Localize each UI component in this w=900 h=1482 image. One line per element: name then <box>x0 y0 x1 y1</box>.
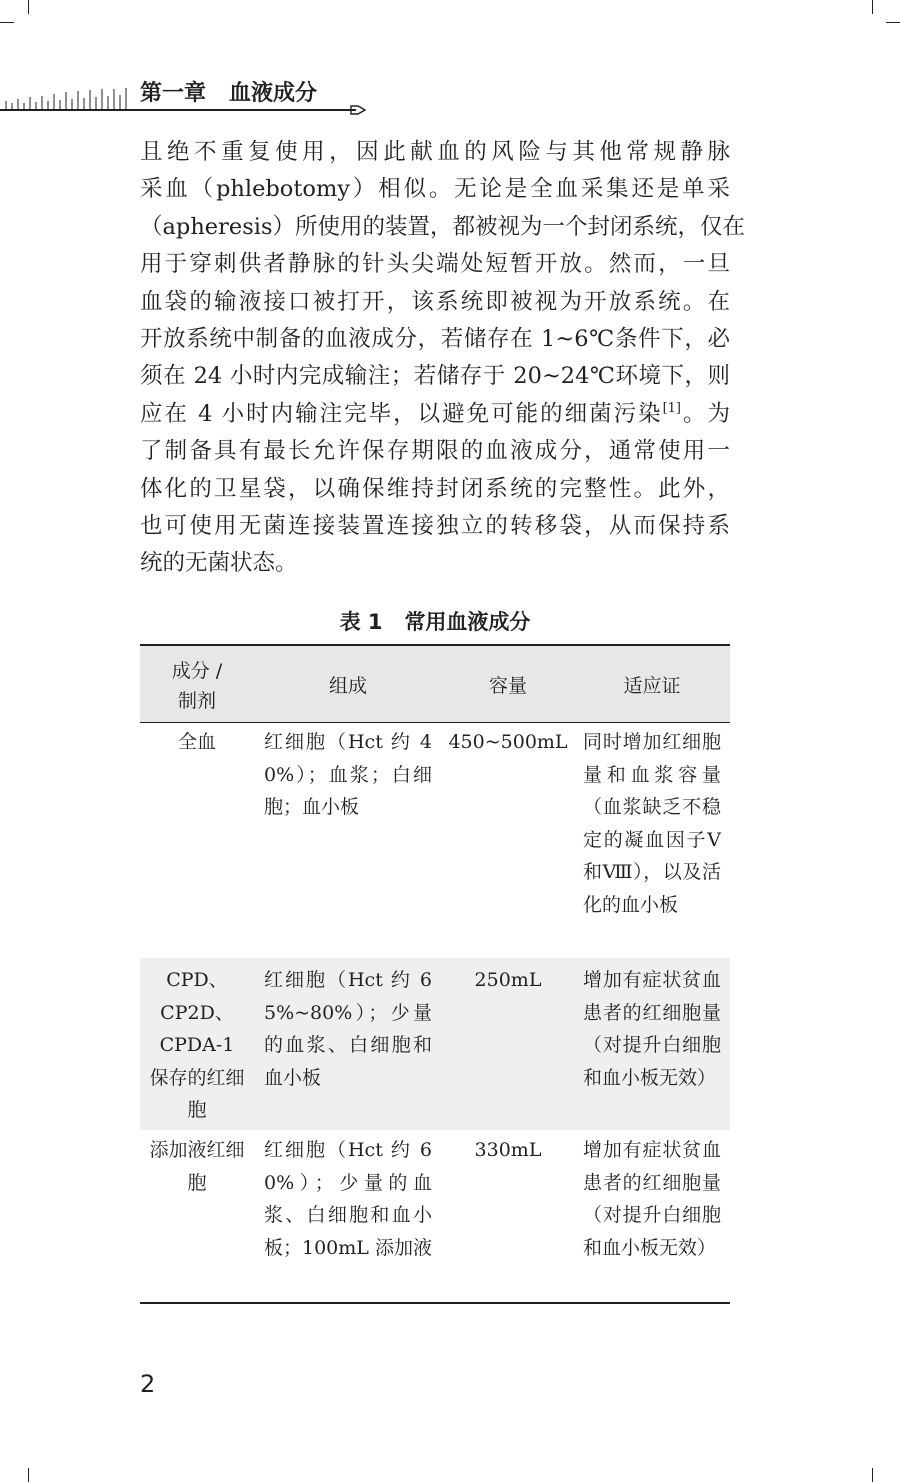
text-line: 了制备具有最长允许保存期限的血液成分，通常使用一 <box>140 438 730 465</box>
table-header-row <box>140 646 730 722</box>
page-number: 2 <box>140 1370 156 1398</box>
cell-component: 全血 <box>177 731 216 753</box>
cell-component: CPD、CP2D、CPDA-1 保存的红细胞 <box>149 969 245 1122</box>
cell-composition: 红细胞（Hct 约 60%）；少量的血浆、白细胞和血小板；100mL 添加液 <box>264 1139 432 1259</box>
crop-mark <box>28 1468 29 1482</box>
table-row <box>140 958 730 1130</box>
text-segment: 。为 <box>681 400 730 427</box>
text-line: 也可使用无菌连接装置连接独立的转移袋，从而保持系 <box>140 512 730 539</box>
cell-indication: 增加有症状贫血患者的红细胞量（对提升白细胞和血小板无效） <box>583 969 721 1089</box>
table-row <box>140 1132 730 1300</box>
crop-mark <box>0 22 14 23</box>
table-bottom-rule <box>140 1302 730 1304</box>
citation-marker: [1] <box>662 400 681 416</box>
cell-indication: 同时增加红细胞量和血浆容量（血浆缺乏不稳定的凝血因子Ⅴ和Ⅷ），以及活化的血小板 <box>583 731 721 916</box>
cell-component: 添加液红细胞 <box>149 1139 245 1194</box>
cell-composition: 红细胞（Hct 约 40%）；血浆；白细胞；血小板 <box>264 731 432 819</box>
body-paragraph <box>140 134 745 583</box>
text-line: 用于穿刺供者静脉的针头尖端处短暂开放。然而，一旦 <box>140 251 730 278</box>
text-line <box>140 396 730 433</box>
table-row <box>140 724 730 954</box>
text-line: （apheresis）所使用的装置，都被视为一个封闭系统，仅在 <box>140 213 745 240</box>
text-line: 且绝不重复使用，因此献血的风险与其他常规静脉 <box>140 139 730 165</box>
header-component <box>148 656 246 716</box>
crop-mark <box>886 22 900 23</box>
header-indication: 适应证 <box>623 675 681 697</box>
text-line: 统的无菌状态。 <box>140 550 298 577</box>
header-rule <box>0 109 356 111</box>
text-line: 须在 24 小时内完成输注；若储存于 20~24℃环境下，则 <box>140 363 730 390</box>
cell-volume: 250mL <box>474 969 542 991</box>
text-line: 开放系统中制备的血液成分，若储存在 1~6℃条件下，必 <box>140 325 730 352</box>
header-volume: 容量 <box>488 675 527 697</box>
table-title: 常用血液成分 <box>404 610 531 634</box>
crop-mark <box>28 0 29 14</box>
table-caption <box>140 606 730 636</box>
table-number: 表 1 <box>339 610 383 634</box>
cell-volume: 330mL <box>474 1139 542 1161</box>
chapter-heading <box>140 76 317 107</box>
crop-mark <box>872 1468 873 1482</box>
crop-mark <box>872 0 873 14</box>
header-composition: 组成 <box>328 675 367 697</box>
text-line: 血袋的输液接口被打开，该系统即被视为开放系统。在 <box>140 288 730 315</box>
header-component-line: 制剂 <box>177 690 216 712</box>
text-line: 采血（phlebotomy）相似。无论是全血采集还是单采 <box>140 176 730 203</box>
text-segment: 应在 4 小时内输注完毕，以避免可能的细菌污染 <box>140 400 663 427</box>
cell-indication: 增加有症状贫血患者的红细胞量（对提升白细胞和血小板无效） <box>583 1139 721 1259</box>
header-component-line: 成分 / <box>171 660 223 682</box>
chapter-title: 血液成分 <box>229 81 318 106</box>
running-head <box>0 70 900 120</box>
cell-composition: 红细胞（Hct 约 65%~80%）；少量的血浆、白细胞和血小板 <box>264 969 432 1089</box>
pen-nib-icon <box>350 104 366 116</box>
ruler-ornament <box>0 88 135 110</box>
cell-volume: 450~500mL <box>448 731 568 753</box>
table-header-rule <box>140 722 730 723</box>
text-line: 体化的卫星袋，以确保维持封闭系统的完整性。此外， <box>140 475 730 502</box>
chapter-number: 第一章 <box>140 81 207 106</box>
